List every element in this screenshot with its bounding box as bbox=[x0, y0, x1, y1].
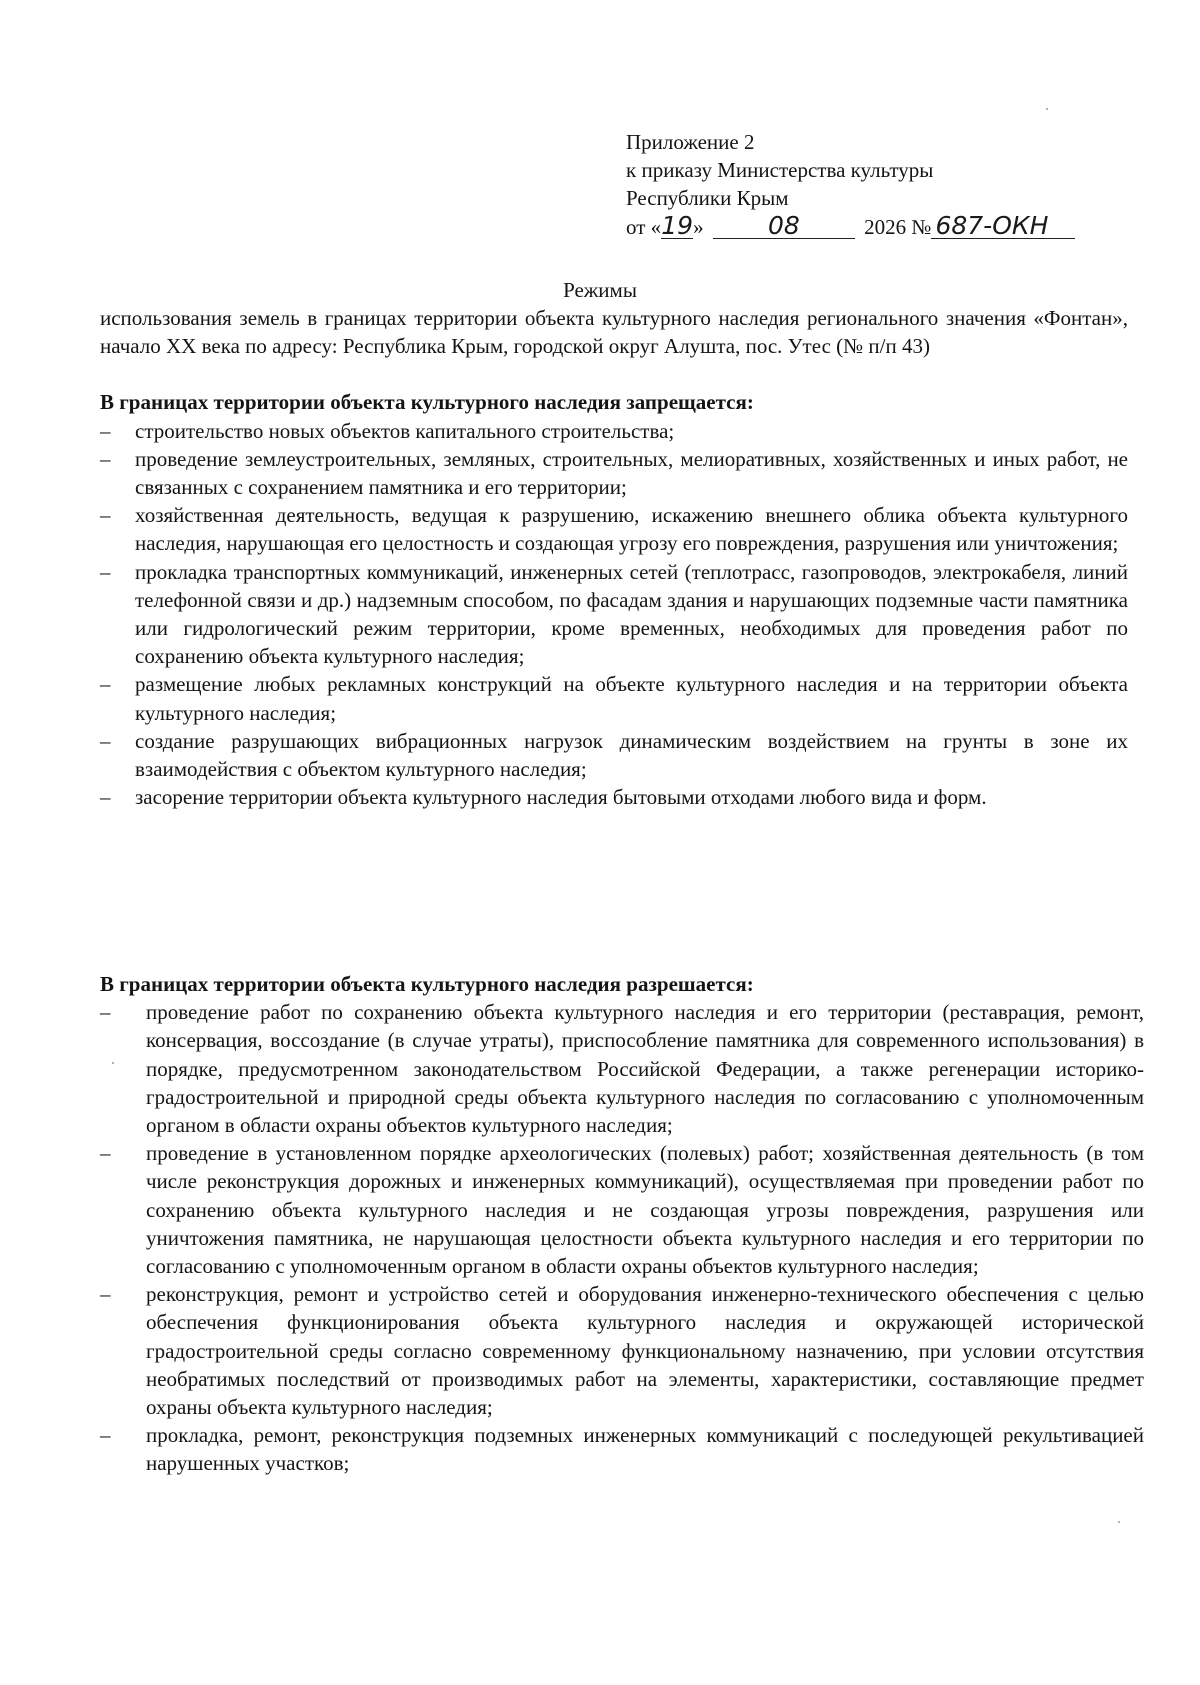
appendix-block bbox=[626, 128, 1146, 241]
list-item bbox=[100, 783, 1128, 811]
item-text: проведение работ по сохранению объекта культурного наследия и его территории (реставрация, ремонт, консервация, воссоздание (в случае утраты), приспособление памятника для современного использования) в порядке, предусмотренном законодательством Российской Федерации, а также регенерации историко-градостроительной и природной среды объекта культурного наследия по согласованию с уполномоченным органом в области охраны объектов культурного наследия; bbox=[146, 1000, 1144, 1138]
item-text: прокладка транспортных коммуникаций, инженерных сетей (теплотрасс, газопроводов, электрокабеля, линий телефонной связи и др.) надземным способом, по фасадам здания и нарушающих подземные части памятника или гидрологический режим территории, кроме временных, необходимых для проведения работ по сохранению объекта культурного наследия; bbox=[135, 559, 1128, 669]
scan-speck bbox=[1118, 1521, 1120, 1523]
dash: – bbox=[100, 728, 111, 753]
list-item bbox=[100, 445, 1128, 501]
intro-paragraph: использования земель в границах территории объекта культурного наследия регионального значения «Фонтан», начало XX века по адресу: Республика Крым, городской округ Алушта, пос. Утес (№ п/п 43) bbox=[100, 306, 1128, 359]
dash: – bbox=[100, 503, 111, 528]
order-number: 687-ОКН bbox=[931, 214, 1075, 239]
dash: – bbox=[100, 418, 111, 443]
section2-list bbox=[100, 998, 1144, 1477]
appendix-line-1: Приложение 2 bbox=[626, 130, 755, 154]
dash: – bbox=[100, 1282, 111, 1307]
date-day-suffix: » bbox=[693, 214, 704, 239]
item-text: хозяйственная деятельность, ведущая к разрушению, искажению внешнего облика объекта культурного наследия, нарушающая его целостность и создающая угрозу его повреждения, разрушения или уничтожения; bbox=[135, 503, 1128, 556]
item-text: строительство новых объектов капитального строительства; bbox=[135, 418, 675, 443]
section2-heading: В границах территории объекта культурного наследия разрешается: bbox=[100, 972, 754, 996]
list-item bbox=[100, 998, 1144, 1139]
item-text: реконструкция, ремонт и устройство сетей и оборудования инженерно-технического обеспечения с целью обеспечения функционирования объекта культурного наследия и окружающей исторической градостроительной среды согласно современному функциональному назначению, при условии отсутствия необратимых последствий от производимых работ на элементы, характеристики, составляющие предмет охраны объекта культурного наследия; bbox=[146, 1282, 1144, 1420]
date-day: 19 bbox=[661, 210, 694, 240]
scan-speck bbox=[1046, 108, 1048, 110]
list-item bbox=[100, 1421, 1144, 1477]
date-month: 08 bbox=[713, 214, 855, 239]
item-text: прокладка, ремонт, реконструкция подземных инженерных коммуникаций с последующей рекультивацией нарушенных участков; bbox=[146, 1423, 1144, 1476]
list-item bbox=[100, 727, 1128, 783]
scan-speck bbox=[112, 1062, 114, 1064]
list-item bbox=[100, 1280, 1144, 1421]
document-title: Режимы bbox=[563, 278, 637, 302]
item-text: засорение территории объекта культурного наследия бытовыми отходами любого вида и форм. bbox=[135, 785, 987, 810]
dash: – bbox=[100, 559, 111, 584]
list-item bbox=[100, 558, 1128, 671]
item-text: проведение землеустроительных, земляных, строительных, мелиоративных, хозяйственных и иных работ, не связанных с сохранением памятника и его территории; bbox=[135, 446, 1128, 500]
dash: – bbox=[100, 1423, 111, 1448]
appendix-line-3: Республики Крым bbox=[626, 186, 789, 211]
dash: – bbox=[100, 1141, 111, 1166]
appendix-date-line bbox=[626, 210, 1146, 241]
dash: – bbox=[100, 446, 111, 471]
dash: – bbox=[100, 1000, 111, 1025]
section1-heading: В границах территории объекта культурного наследия запрещается: bbox=[100, 390, 754, 415]
list-item bbox=[100, 417, 1128, 445]
main-body bbox=[100, 304, 1128, 811]
item-text: проведение в установленном порядке археологических (полевых) работ; хозяйственная деятельность (в том числе реконструкция дорожных и инженерных коммуникаций), осуществляемая при проведении работ по сохранению объекта культурного наследия и не создающая угрозы повреждения, разрушения или уничтожения памятника, не нарушающая целостности объекта культурного наследия и его территории по согласованию с уполномоченным органом в области охраны объектов культурного наследия; bbox=[146, 1141, 1144, 1279]
appendix-line-2: к приказу Министерства культуры bbox=[626, 158, 934, 183]
date-year: 2026 № bbox=[864, 214, 932, 239]
list-item bbox=[100, 501, 1128, 557]
list-item bbox=[100, 670, 1128, 726]
dash: – bbox=[100, 672, 111, 697]
item-text: создание разрушающих вибрационных нагрузок динамическим воздействием на грунты в зоне их взаимодействия с объектом культурного наследия; bbox=[135, 728, 1128, 782]
dash: – bbox=[100, 785, 111, 810]
section2-block bbox=[100, 970, 1144, 1478]
date-prefix: от « bbox=[626, 214, 662, 239]
section1-list bbox=[100, 417, 1128, 812]
list-item bbox=[100, 1139, 1144, 1280]
item-text: размещение любых рекламных конструкций на объекте культурного наследия и на территории объекта культурного наследия; bbox=[135, 672, 1128, 725]
